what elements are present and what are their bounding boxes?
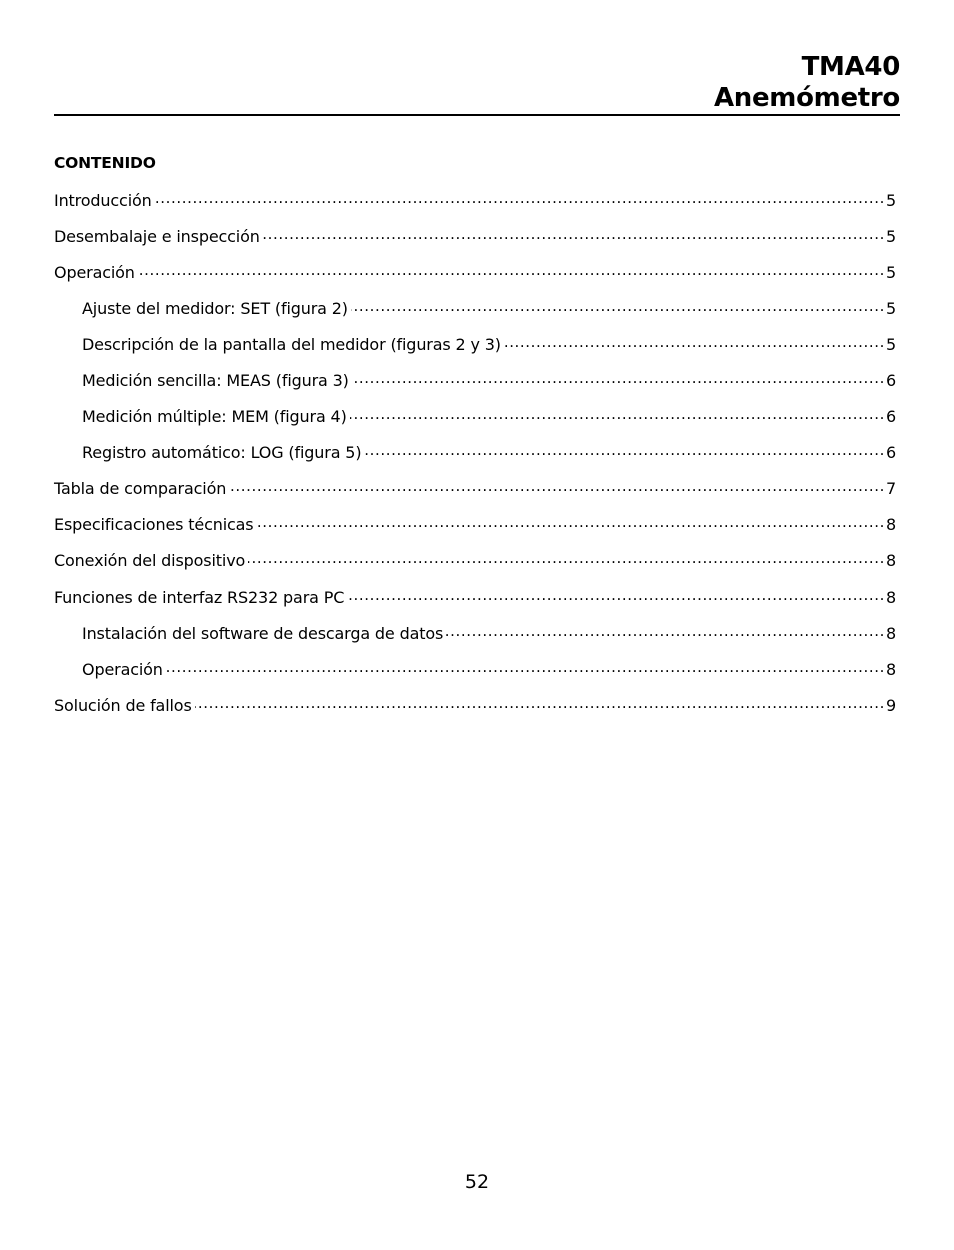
toc-entry-label: Medición sencilla: MEAS (figura 3) xyxy=(82,371,349,391)
dot-leader xyxy=(446,623,885,639)
toc-entry-tabla-comparacion[interactable] xyxy=(54,478,896,514)
dot-leader xyxy=(352,370,885,386)
dot-leader xyxy=(166,659,885,675)
toc-entry-page: 6 xyxy=(885,371,896,391)
toc-entry-label: Ajuste del medidor: SET (figura 2) xyxy=(82,299,348,319)
toc-entry-page: 5 xyxy=(885,335,896,355)
toc-entry-label: Instalación del software de descarga de datos xyxy=(82,623,444,643)
product-title: Anemómetro xyxy=(713,83,900,113)
toc-entry-page: 5 xyxy=(885,299,896,319)
toc-entry-operacion[interactable] xyxy=(54,262,896,298)
toc-entry-desembalaje[interactable] xyxy=(54,226,896,262)
toc-entry-operacion-pc[interactable] xyxy=(54,659,896,695)
dot-leader xyxy=(257,514,885,530)
dot-leader xyxy=(195,695,885,711)
page-number: 52 xyxy=(464,1171,490,1193)
toc-entry-page: 6 xyxy=(885,407,896,427)
toc-entry-page: 8 xyxy=(885,587,896,607)
toc-entry-medicion-multiple[interactable] xyxy=(54,406,896,442)
toc-entry-label: Conexión del dispositivo xyxy=(54,551,246,571)
toc-entry-page: 5 xyxy=(885,263,896,283)
toc-entry-ajuste-medidor[interactable] xyxy=(54,298,896,334)
toc-entry-label: Desembalaje e inspección xyxy=(54,227,260,247)
dot-leader xyxy=(229,478,885,494)
dot-leader xyxy=(263,226,885,242)
toc-entry-label: Descripción de la pantalla del medidor (figuras 2 y 3) xyxy=(82,335,501,355)
toc-entry-instalacion-software[interactable] xyxy=(54,623,896,659)
header-rule xyxy=(54,114,900,116)
toc-entry-page: 5 xyxy=(885,191,896,210)
dot-leader xyxy=(248,550,885,566)
toc-entry-registro-automatico[interactable] xyxy=(54,442,896,478)
toc-entry-page: 7 xyxy=(885,479,896,499)
toc-entry-label: Tabla de comparación xyxy=(54,479,227,499)
dot-leader xyxy=(364,442,885,458)
toc-entry-label: Operación xyxy=(54,263,135,283)
toc-entry-label: Introducción xyxy=(54,191,152,210)
toc-entry-conexion[interactable] xyxy=(54,550,896,586)
toc-entry-page: 8 xyxy=(885,659,896,679)
page-header xyxy=(54,52,900,114)
dot-leader xyxy=(351,298,885,314)
toc-entry-label: Medición múltiple: MEM (figura 4) xyxy=(82,407,347,427)
toc-entry-solucion-fallos[interactable] xyxy=(54,695,896,731)
toc-entry-label: Registro automático: LOG (figura 5) xyxy=(82,443,362,463)
toc-entry-page: 8 xyxy=(885,551,896,571)
toc-entry-medicion-sencilla[interactable] xyxy=(54,370,896,406)
toc-entry-label: Especificaciones técnicas xyxy=(54,515,254,535)
toc-entry-label: Funciones de interfaz RS232 para PC xyxy=(54,587,345,607)
dot-leader xyxy=(350,406,885,422)
toc-entry-label: Operación xyxy=(82,659,163,679)
dot-leader xyxy=(138,262,885,278)
toc-entry-especificaciones[interactable] xyxy=(54,514,896,550)
toc-entry-page: 5 xyxy=(885,227,896,247)
dot-leader xyxy=(504,334,885,350)
toc-heading: CONTENIDO xyxy=(54,154,156,172)
table-of-contents xyxy=(54,190,896,731)
model-title: TMA40 xyxy=(801,52,900,82)
toc-entry-page: 8 xyxy=(885,623,896,643)
toc-entry-descripcion-pantalla[interactable] xyxy=(54,334,896,370)
toc-entry-page: 9 xyxy=(885,695,896,715)
toc-entry-introduccion[interactable] xyxy=(54,190,896,226)
toc-entry-page: 8 xyxy=(885,515,896,535)
dot-leader xyxy=(155,190,885,206)
toc-entry-page: 6 xyxy=(885,443,896,463)
dot-leader xyxy=(347,587,885,603)
toc-entry-label: Solución de fallos xyxy=(54,695,192,715)
toc-entry-funciones-rs232[interactable] xyxy=(54,587,896,623)
